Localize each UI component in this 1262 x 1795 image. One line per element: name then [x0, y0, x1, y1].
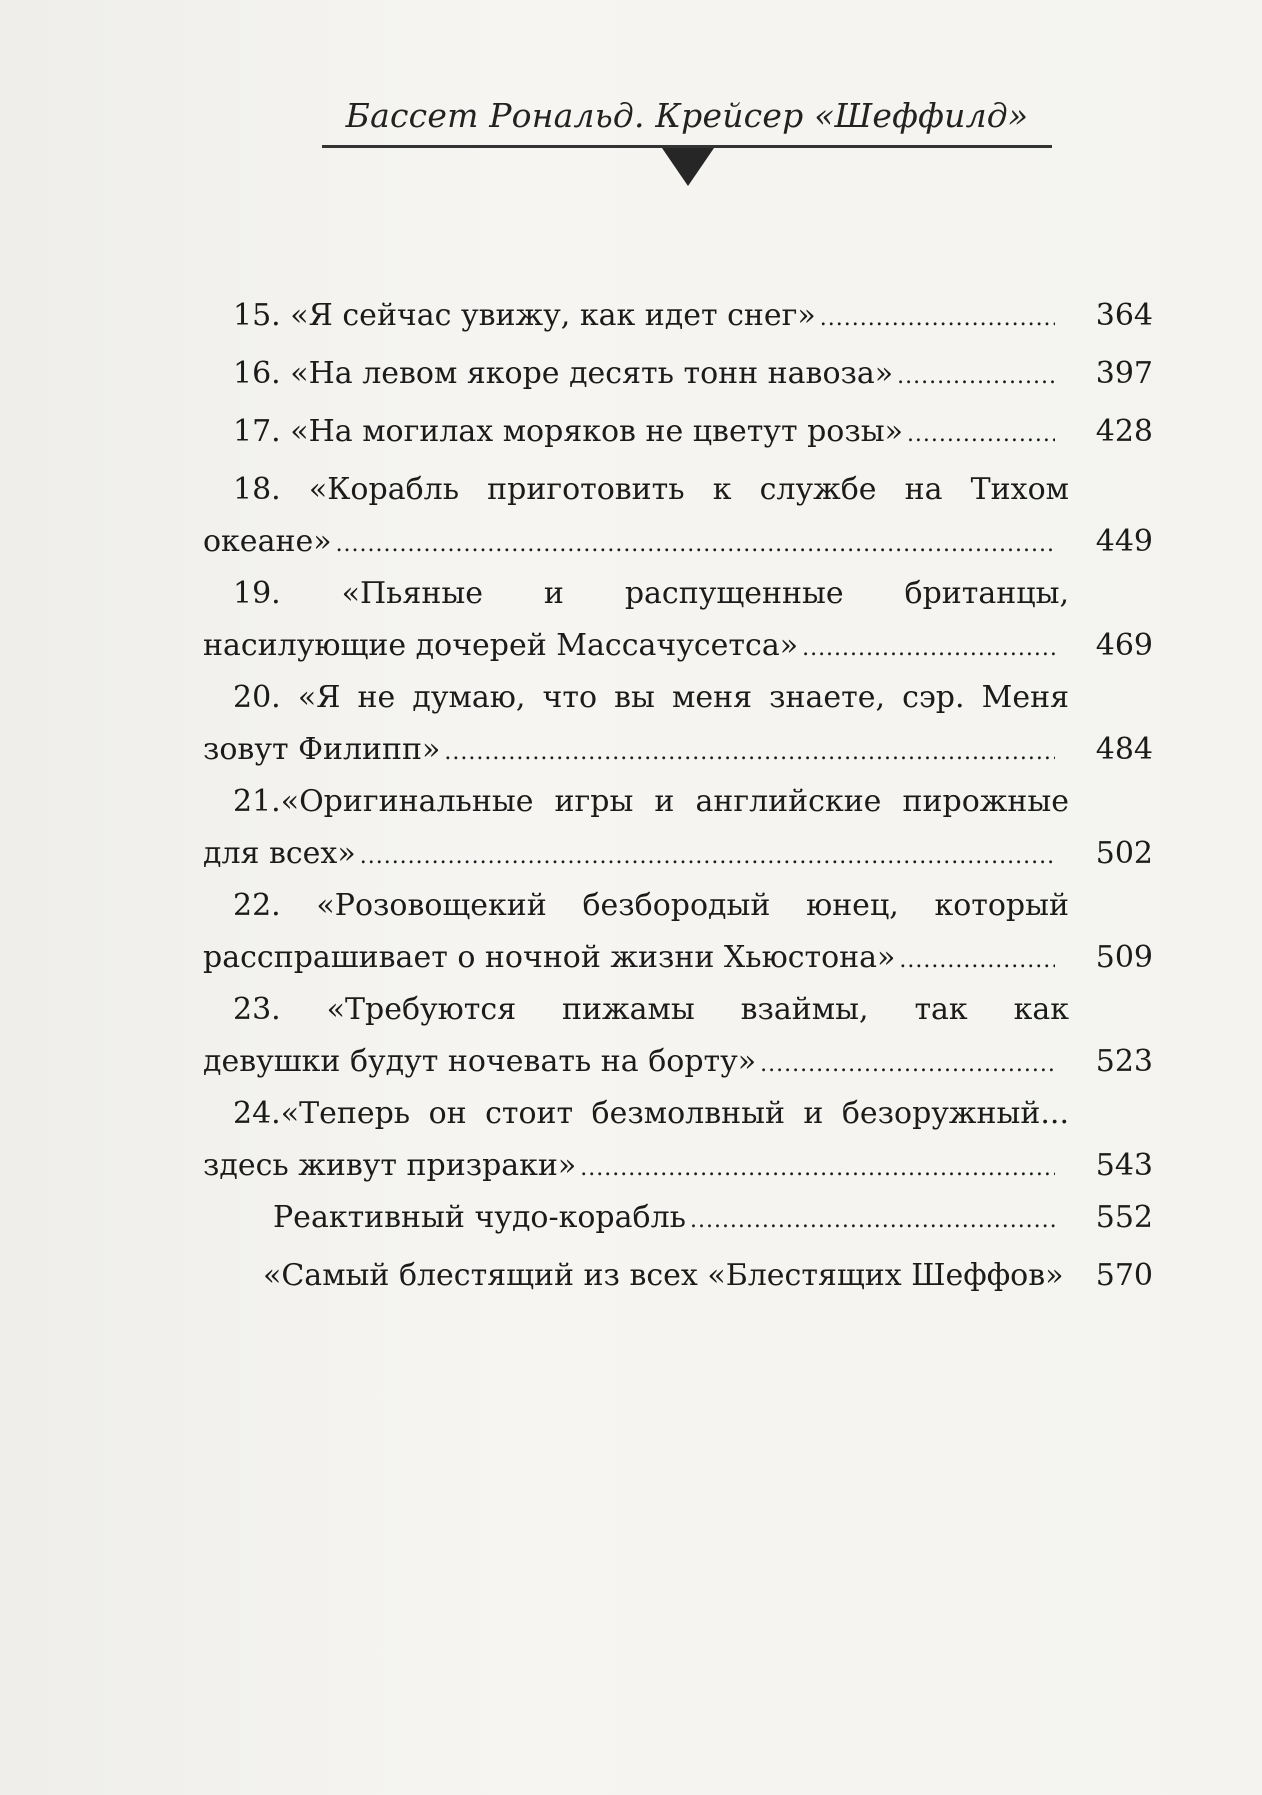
entry-title-line1: «Розовощекий безбородый юнец, который	[316, 888, 1069, 923]
dot-leader	[690, 1195, 1055, 1247]
dot-leader	[580, 1143, 1055, 1195]
entry-title-line2: насилующие дочерей Массачусетса»	[203, 628, 799, 663]
toc-entry-21	[203, 776, 1153, 880]
entry-page: 523	[1095, 1044, 1153, 1079]
entry-title-line2: зовут Филипп»	[203, 732, 441, 767]
toc-entry-24	[203, 1088, 1153, 1192]
entry-page: 364	[1095, 298, 1153, 333]
toc-entry-19	[203, 568, 1153, 672]
entry-title-line1: «Оригинальные игры и английские пирожные	[280, 784, 1069, 819]
entry-title: «На левом якоре десять тонн навоза»	[290, 356, 894, 391]
entry-page: 502	[1095, 836, 1153, 871]
entry-number: 24.	[233, 1096, 281, 1131]
entry-title: «Самый блестящий из всех «Блестящих Шеффов»	[263, 1258, 1064, 1293]
entry-page: 397	[1095, 356, 1153, 391]
entry-page: 552	[1095, 1200, 1153, 1235]
entry-title-line1: «Требуются пижамы взаймы, так как	[326, 992, 1069, 1027]
dot-leader	[336, 519, 1055, 571]
running-header	[322, 96, 1052, 148]
entry-title-line1: «Теперь он стоит безмолвный и безоружный...	[280, 1096, 1069, 1131]
entry-number: 16.	[233, 356, 281, 391]
toc-entry-reactive-ship	[233, 1192, 1153, 1250]
dot-leader	[820, 293, 1055, 345]
entry-title: «На могилах моряков не цветут розы»	[290, 414, 903, 449]
header-title: Бассет Рональд. Крейсер «Шеффилд»	[345, 96, 1029, 135]
entry-number: 18.	[233, 472, 281, 507]
toc-entry-20	[203, 672, 1153, 776]
entry-number: 17.	[233, 414, 281, 449]
toc-entry-15	[233, 290, 1153, 348]
toc-entry-22	[203, 880, 1153, 984]
toc-entry-23	[203, 984, 1153, 1088]
entry-title-line1: «Корабль приготовить к службе на Тихом	[308, 472, 1069, 507]
dot-leader	[907, 409, 1055, 461]
entry-page: 469	[1095, 628, 1153, 663]
table-of-contents	[203, 290, 1153, 1308]
entry-number: 20.	[233, 680, 281, 715]
entry-title-line2: океане»	[203, 524, 332, 559]
entry-title-line2: здесь живут призраки»	[203, 1148, 577, 1183]
entry-page: 509	[1095, 940, 1153, 975]
entry-title-line1: «Пьяные и распущенные британцы,	[341, 576, 1069, 611]
triangle-down-icon	[662, 148, 714, 186]
dot-leader	[899, 935, 1055, 987]
dot-leader	[444, 727, 1055, 779]
toc-entry-16	[233, 348, 1153, 406]
entry-page: 449	[1095, 524, 1153, 559]
dot-leader	[760, 1039, 1055, 1091]
entry-page: 570	[1095, 1258, 1153, 1293]
entry-number: 15.	[233, 298, 281, 333]
entry-title: «Я сейчас увижу, как идет снег»	[290, 298, 816, 333]
entry-title-line1: «Я не думаю, что вы меня знаете, сэр. Меня	[297, 680, 1069, 715]
entry-title-line2: расспрашивает о ночной жизни Хьюстона»	[203, 940, 896, 975]
entry-page: 484	[1095, 732, 1153, 767]
toc-entry-brilliant-sheffs	[233, 1250, 1153, 1308]
entry-page: 428	[1095, 414, 1153, 449]
entry-page: 543	[1095, 1148, 1153, 1183]
entry-number: 19.	[233, 576, 281, 611]
entry-number: 21.	[233, 784, 281, 819]
dot-leader	[897, 351, 1055, 403]
toc-entry-18	[203, 464, 1153, 568]
toc-entry-17	[233, 406, 1153, 464]
entry-number: 22.	[233, 888, 281, 923]
entry-title: Реактивный чудо-корабль	[273, 1200, 686, 1235]
dot-leader	[802, 623, 1055, 675]
entry-title-line2: для всех»	[203, 836, 356, 871]
dot-leader	[360, 831, 1055, 883]
entry-title-line2: девушки будут ночевать на борту»	[203, 1044, 757, 1079]
entry-number: 23.	[233, 992, 281, 1027]
